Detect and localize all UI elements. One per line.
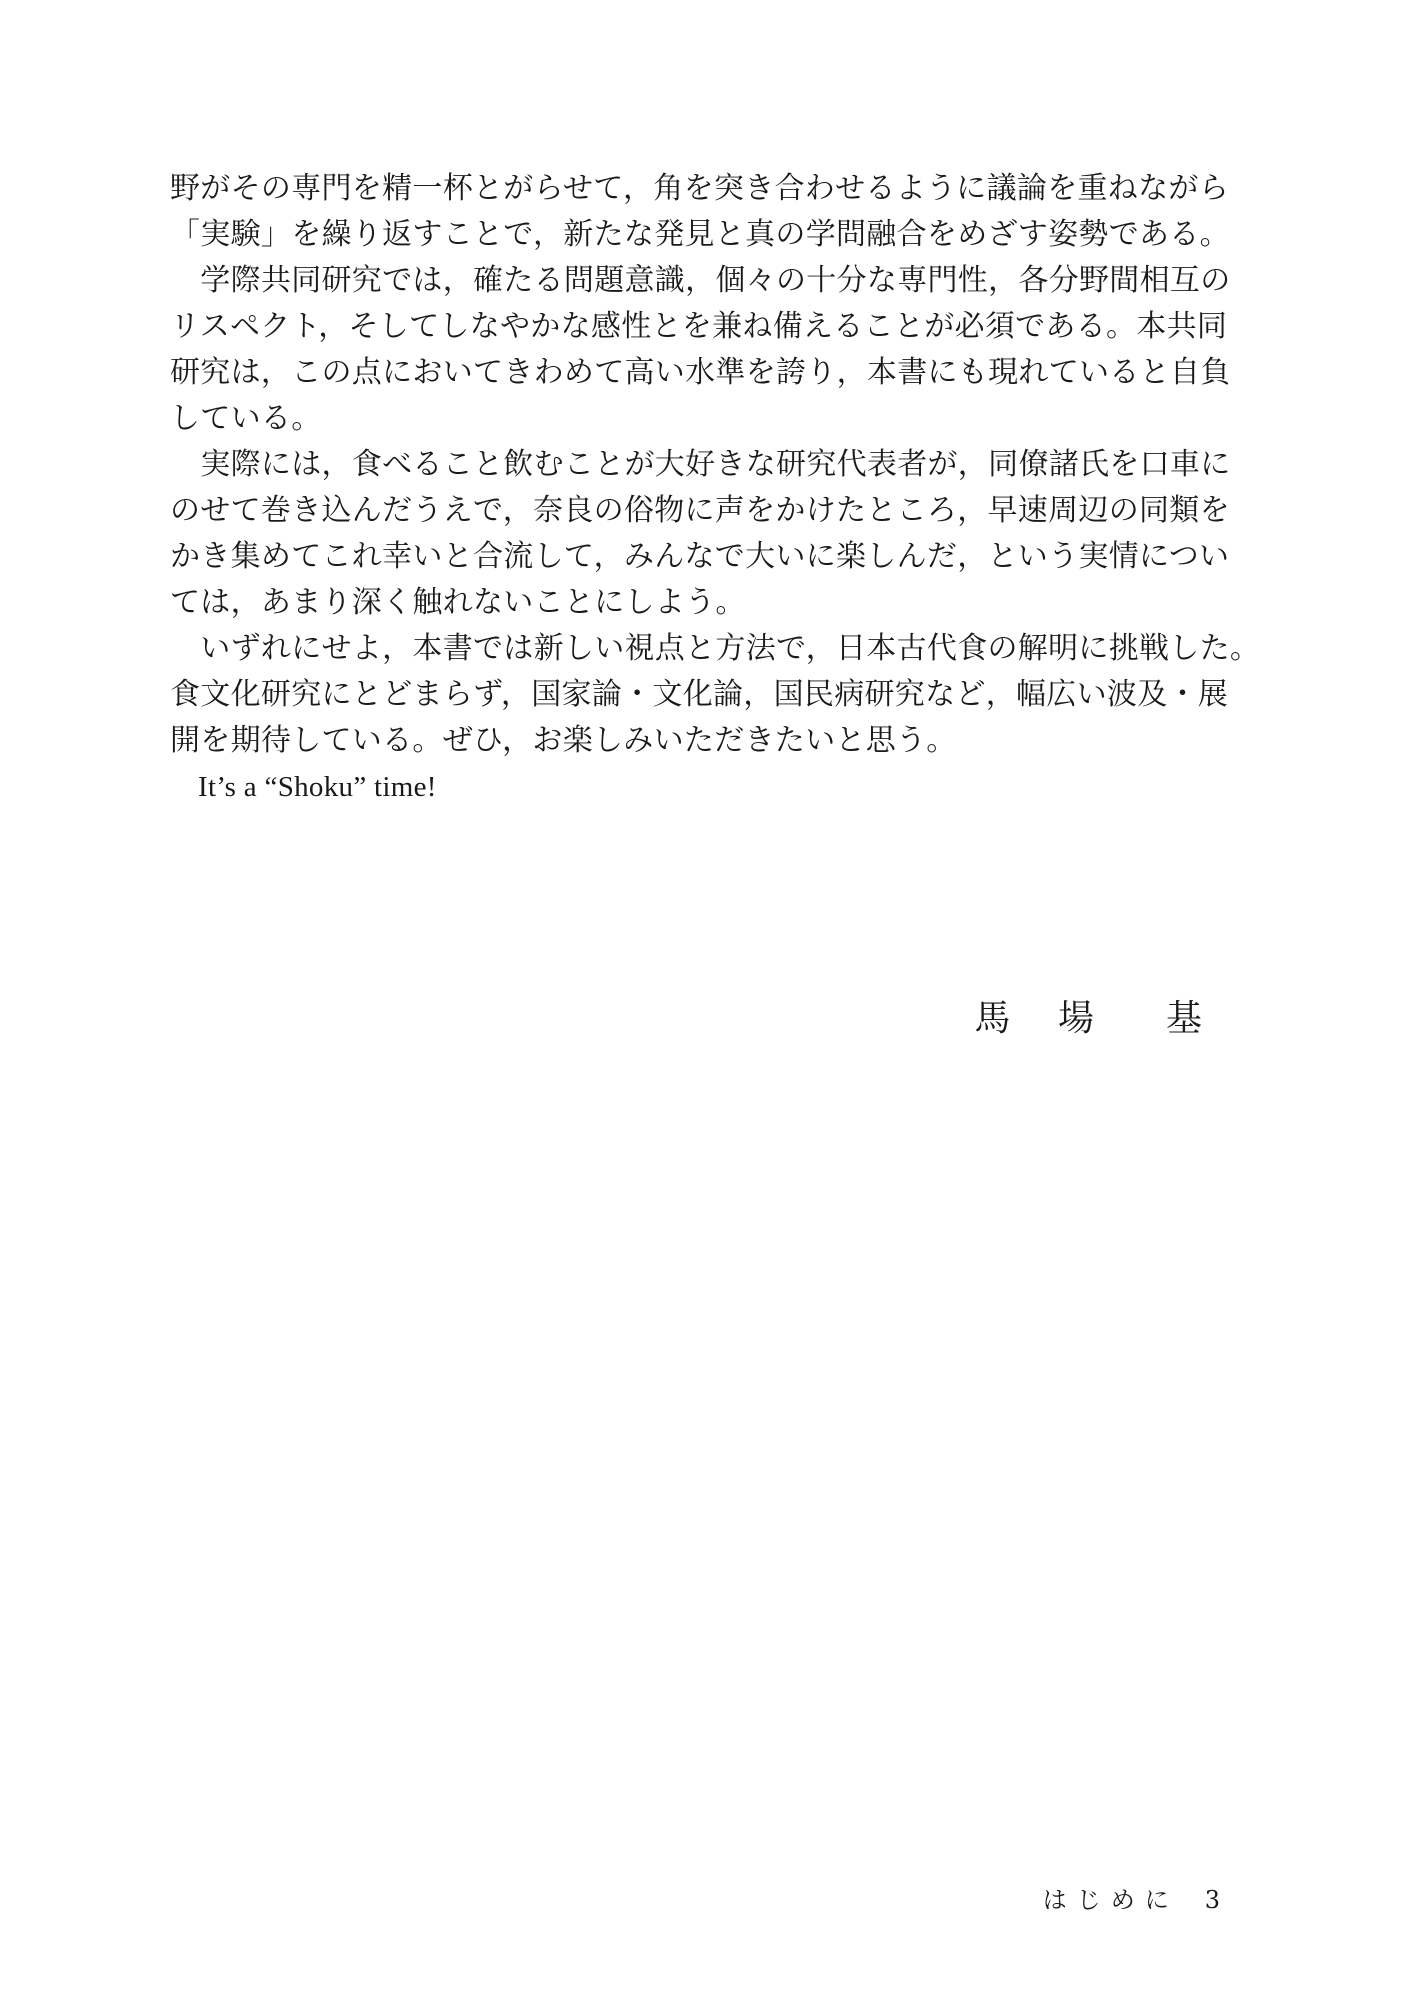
text-line: 食文化研究にとどまらず，国家論・文化論，国民病研究など，幅広い波及・展 xyxy=(170,677,1229,712)
closing-line: It’s a “Shoku” time! xyxy=(198,771,437,803)
text-line: かき集めてこれ幸いと合流して，みんなで大いに楽しんだ，という実情につい xyxy=(170,539,1230,574)
page-footer xyxy=(1043,1880,1220,1915)
author-name: 馬 場 基 xyxy=(974,998,1220,1039)
page-number: 3 xyxy=(1204,1886,1220,1914)
text-line: いずれにせよ，本書では新しい視点と方法で，日本古代食の解明に挑戦した。 xyxy=(170,631,1261,666)
text-line: 学際共同研究では，確たる問題意識，個々の十分な専門性，各分野間相互の xyxy=(170,263,1231,298)
footer-section-title: はじめに xyxy=(1042,1886,1179,1914)
text-line: 「実験」を繰り返すことで，新たな発見と真の学問融合をめざす姿勢である。 xyxy=(170,217,1230,252)
text-line: している。 xyxy=(170,401,322,436)
text-line: 開を期待している。ぜひ，お楽しみいただきたいと思う。 xyxy=(170,723,957,758)
text-line: 研究は，この点においてきわめて高い水準を誇り，本書にも現れていると自負 xyxy=(170,355,1231,390)
body-text xyxy=(170,166,1261,810)
text-line: のせて巻き込んだうえで，奈良の俗物に声をかけたところ，早速周辺の同類を xyxy=(170,493,1230,528)
text-line: ては，あまり深く触れないことにしよう。 xyxy=(170,585,746,620)
text-line: 野がその専門を精一杯とがらせて，角を突き合わせるように議論を重ねながら xyxy=(170,171,1229,206)
text-line: リスペクト，そしてしなやかな感性とを兼ね備えることが必須である。本共同 xyxy=(170,309,1228,344)
text-line: 実際には，食べること飲むことが大好きな研究代表者が，同僚諸氏を口車に xyxy=(170,447,1231,482)
